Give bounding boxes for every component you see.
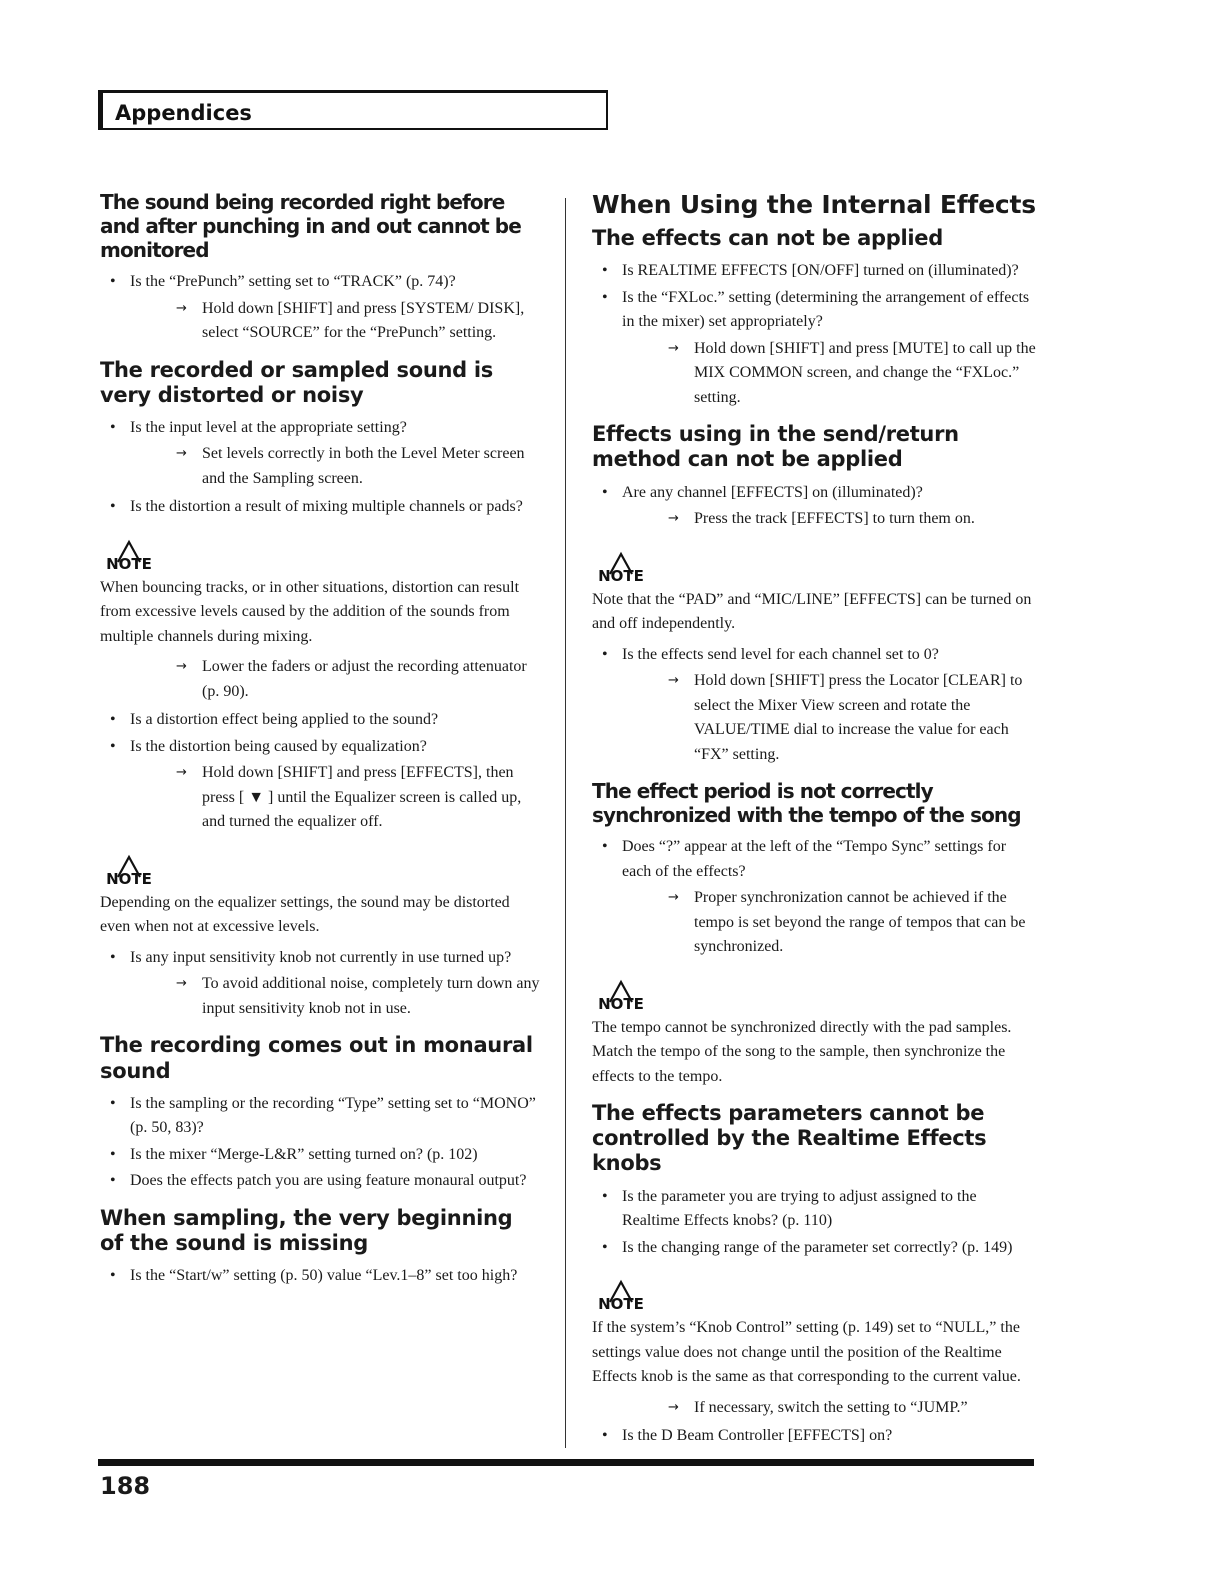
question-text: Is the changing range of the parameter set correctly? (p. 149) xyxy=(622,1238,1013,1256)
question-item xyxy=(100,735,540,760)
note-text: Note that the “PAD” and “MIC/LINE” [EFFECTS] can be turned on and off independently. xyxy=(592,590,1032,633)
bullet-icon: • xyxy=(110,1094,116,1112)
right-column xyxy=(592,190,1037,1461)
question-text: Does the effects patch you are using feature monaural output? xyxy=(130,1172,527,1190)
bullet-icon: • xyxy=(110,418,116,436)
answer-text: Set levels correctly in both the Level Meter screen and the Sampling screen. xyxy=(202,445,525,487)
answer-text: Hold down [SHIFT] and press [SYSTEM/ DISK], select “SOURCE” for the “PrePunch” setting. xyxy=(202,299,525,341)
answer-item xyxy=(592,507,1037,532)
question-text: Is the distortion a result of mixing multiple channels or pads? xyxy=(130,498,523,516)
left-column xyxy=(100,190,540,1301)
section-heading: The recording comes out in monaural sound xyxy=(100,1033,533,1083)
answer-item xyxy=(592,886,1037,960)
bullet-icon: • xyxy=(602,645,608,663)
answer-text: Hold down [SHIFT] and press [EFFECTS], then press [ ▼ ] until the Equalizer screen is called up, and turned the equalizer off. xyxy=(202,764,522,831)
section-heading: The effects parameters cannot be controlled by the Realtime Effects knobs xyxy=(592,1101,987,1176)
note-label: NOTE xyxy=(598,566,644,585)
section-heading: Effects using in the send/return method can not be applied xyxy=(592,422,959,472)
answer-item xyxy=(100,761,540,835)
question-item xyxy=(100,1143,540,1168)
section-heading: The sound being recorded right before and after punching in and out cannot be monitored xyxy=(100,190,521,262)
answer-text: Press the track [EFFECTS] to turn them on. xyxy=(694,510,975,528)
arrow-right-icon: → xyxy=(176,659,187,675)
answer-text: Proper synchronization cannot be achieved if the tempo is set beyond the range of tempos that can be synchronized. xyxy=(694,889,1026,956)
footer-rule xyxy=(98,1459,1034,1466)
note-icon xyxy=(100,853,158,889)
bullet-icon: • xyxy=(602,288,608,306)
column-divider xyxy=(565,198,566,1448)
bullet-icon: • xyxy=(110,1267,116,1285)
answer-text: If necessary, switch the setting to “JUMP.” xyxy=(694,1398,968,1416)
note-block xyxy=(592,1278,1037,1390)
question-item xyxy=(100,1169,540,1194)
troubleshooting-section xyxy=(592,1101,1037,1449)
arrow-right-icon: → xyxy=(668,890,679,906)
arrow-right-icon: → xyxy=(176,765,187,781)
question-text: Does “?” appear at the left of the “Tempo Sync” settings for each of the effects? xyxy=(622,838,1007,880)
question-item xyxy=(592,1424,1037,1449)
question-text: Is any input sensitivity knob not currently in use turned up? xyxy=(130,948,512,966)
question-text: Is the sampling or the recording “Type” setting set to “MONO” (p. 50, 83)? xyxy=(130,1094,536,1137)
arrow-right-icon: → xyxy=(176,976,187,992)
question-text: Is the “Start/w” setting (p. 50) value “Lev.1–8” set too high? xyxy=(130,1267,518,1285)
note-block xyxy=(592,550,1037,637)
question-item xyxy=(100,1264,540,1289)
troubleshooting-section xyxy=(592,779,1037,1089)
bullet-icon: • xyxy=(602,262,608,280)
question-text: Is the “FXLoc.” setting (determining the arrangement of effects in the mixer) set appropriately? xyxy=(622,288,1030,331)
bullet-icon: • xyxy=(110,737,116,755)
question-text: Is the effects send level for each channel set to 0? xyxy=(622,645,939,663)
troubleshooting-section xyxy=(100,1033,540,1193)
note-label: NOTE xyxy=(106,554,152,573)
bullet-icon: • xyxy=(602,838,608,856)
question-text: Is the D Beam Controller [EFFECTS] on? xyxy=(622,1427,893,1445)
question-item xyxy=(100,1092,540,1141)
troubleshooting-section xyxy=(100,190,540,346)
note-icon xyxy=(100,538,158,574)
section-heading: The effects can not be applied xyxy=(592,226,943,250)
note-block xyxy=(592,978,1037,1090)
question-item xyxy=(592,259,1037,284)
troubleshooting-section xyxy=(592,226,1037,410)
question-text: Is the input level at the appropriate setting? xyxy=(130,418,407,436)
troubleshooting-section xyxy=(100,358,540,1022)
question-text: Is the mixer “Merge-L&R” setting turned on? (p. 102) xyxy=(130,1145,478,1163)
note-label: NOTE xyxy=(106,869,152,888)
bullet-icon: • xyxy=(602,1427,608,1445)
bullet-icon: • xyxy=(110,1145,116,1163)
note-icon xyxy=(592,1278,650,1314)
bullet-icon: • xyxy=(602,483,608,501)
arrow-right-icon: → xyxy=(668,1399,679,1415)
question-item xyxy=(100,270,540,295)
question-text: Is the distortion being caused by equalization? xyxy=(130,737,427,755)
question-item xyxy=(592,481,1037,506)
note-block xyxy=(100,853,540,940)
answer-item xyxy=(592,1396,1037,1421)
section-heading: The recorded or sampled sound is very distorted or noisy xyxy=(100,357,494,407)
question-item xyxy=(100,708,540,733)
question-item xyxy=(592,1185,1037,1234)
bullet-icon: • xyxy=(110,273,116,290)
answer-item xyxy=(100,972,540,1021)
bullet-icon: • xyxy=(110,498,116,516)
question-item xyxy=(100,495,540,520)
question-item xyxy=(592,835,1037,884)
arrow-right-icon: → xyxy=(176,300,187,316)
question-text: Are any channel [EFFECTS] on (illuminated)? xyxy=(622,483,923,501)
note-text: The tempo cannot be synchronized directly with the pad samples. Match the tempo of the song to the sample, then synchronize the effects to the tempo. xyxy=(592,1018,1012,1085)
answer-item xyxy=(100,442,540,491)
note-label: NOTE xyxy=(598,1295,644,1314)
answer-item xyxy=(592,669,1037,767)
answer-text: Hold down [SHIFT] and press [MUTE] to call up the MIX COMMON screen, and change the “FXLoc.” setting. xyxy=(694,339,1036,406)
question-item xyxy=(100,416,540,441)
note-label: NOTE xyxy=(598,994,644,1013)
section-header-box xyxy=(98,90,608,130)
troubleshooting-section xyxy=(592,422,1037,767)
question-text: Is the “PrePunch” setting set to “TRACK” (p. 74)? xyxy=(130,273,456,290)
note-text: If the system’s “Knob Control” setting (p. 149) set to “NULL,” the settings value does not change until the position of the Realtime Effects knob is the same as that corresponding to the current value. xyxy=(592,1319,1021,1386)
bullet-icon: • xyxy=(602,1187,608,1205)
answer-text: To avoid additional noise, completely turn down any input sensitivity knob not in use. xyxy=(202,975,540,1017)
section-heading: When sampling, the very beginning of the sound is missing xyxy=(100,1205,513,1255)
arrow-right-icon: → xyxy=(668,511,679,527)
answer-text: Hold down [SHIFT] press the Locator [CLEAR] to select the Mixer View screen and rotate the VALUE/TIME dial to increase the value for each “FX” setting. xyxy=(694,672,1023,763)
arrow-right-icon: → xyxy=(668,340,679,356)
note-block xyxy=(100,538,540,650)
bullet-icon: • xyxy=(602,1238,608,1256)
answer-item xyxy=(100,297,540,346)
page-number: 188 xyxy=(100,1472,151,1500)
bullet-icon: • xyxy=(110,1172,116,1190)
question-text: Is the parameter you are trying to adjust assigned to the Realtime Effects knobs? (p. 110) xyxy=(622,1187,977,1230)
bullet-icon: • xyxy=(110,711,116,729)
answer-text: Lower the faders or adjust the recording attenuator (p. 90). xyxy=(202,658,527,700)
question-item xyxy=(592,1236,1037,1261)
bullet-icon: • xyxy=(110,948,116,966)
section-heading: The effect period is not correctly synchronized with the tempo of the song xyxy=(592,779,1021,828)
note-text: When bouncing tracks, or in other situations, distortion can result from excessive levels caused by the addition of the sounds from multiple channels during mixing. xyxy=(100,578,520,645)
troubleshooting-section xyxy=(100,1206,540,1289)
question-text: Is a distortion effect being applied to the sound? xyxy=(130,711,439,729)
question-item xyxy=(592,286,1037,335)
answer-item xyxy=(592,337,1037,411)
note-icon xyxy=(592,550,650,586)
arrow-right-icon: → xyxy=(668,673,679,689)
note-text: Depending on the equalizer settings, the sound may be distorted even when not at excessive levels. xyxy=(100,893,510,936)
question-item xyxy=(100,946,540,971)
arrow-right-icon: → xyxy=(176,446,187,462)
note-icon xyxy=(592,978,650,1014)
question-text: Is REALTIME EFFECTS [ON/OFF] turned on (illuminated)? xyxy=(622,262,1019,280)
main-heading: When Using the Internal Effects xyxy=(592,190,1036,219)
answer-item xyxy=(100,655,540,704)
section-header-title: Appendices xyxy=(115,101,252,125)
question-item xyxy=(592,643,1037,668)
